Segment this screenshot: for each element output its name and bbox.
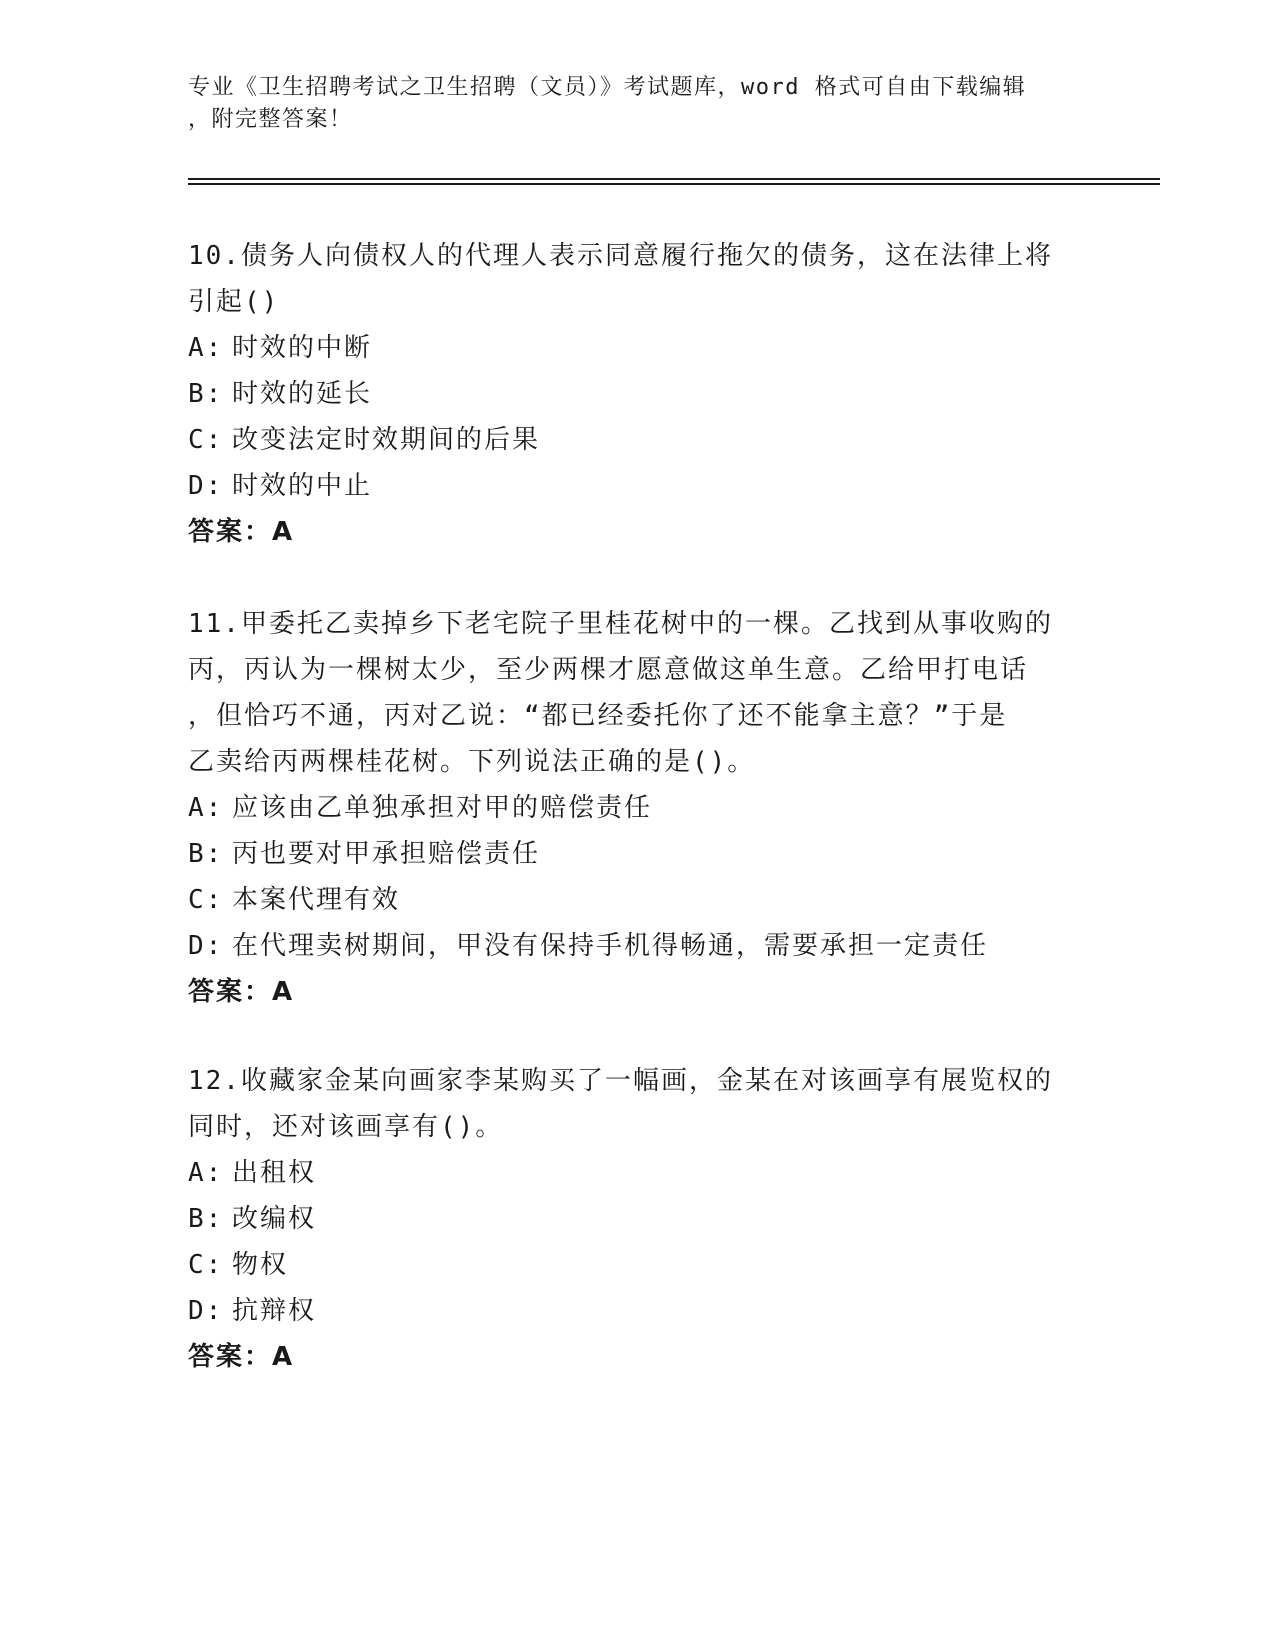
- header-divider-top: [188, 178, 1160, 180]
- option-text: 丙也要对甲承担赔偿责任: [232, 839, 541, 869]
- option-key: B:: [188, 839, 224, 869]
- option-text: 改编权: [232, 1204, 317, 1234]
- answer-line: 答案：A: [188, 977, 295, 1007]
- question-text-line: 10.债务人向债权人的代理人表示同意履行拖欠的债务，这在法律上将: [188, 241, 1053, 271]
- option-text: 出租权: [232, 1158, 317, 1188]
- header-divider-bottom: [188, 183, 1160, 185]
- option-text: 在代理卖树期间，甲没有保持手机得畅通，需要承担一定责任: [232, 931, 989, 961]
- option-text: 物权: [232, 1250, 289, 1280]
- option-c: [188, 877, 1088, 923]
- question-text-line: 11.甲委托乙卖掉乡下老宅院子里桂花树中的一棵。乙找到从事收购的: [188, 609, 1053, 639]
- question-12: [188, 1058, 1088, 1380]
- header-line-1: 专业《卫生招聘考试之卫生招聘（文员）》考试题库，word 格式可自由下载编辑: [188, 75, 1027, 100]
- header-line-2: ，附完整答案！: [188, 107, 353, 132]
- question-text-line: 引起(): [188, 287, 280, 317]
- question-text-line: 乙卖给丙两棵桂花树。下列说法正确的是()。: [188, 747, 756, 777]
- option-key: C:: [188, 1250, 224, 1280]
- option-b: [188, 371, 1088, 417]
- option-a: [188, 325, 1088, 371]
- question-10: [188, 233, 1088, 555]
- option-key: D:: [188, 471, 224, 501]
- option-c: [188, 1242, 1088, 1288]
- option-key: B:: [188, 1204, 224, 1234]
- question-text-line: ，但恰巧不通，丙对乙说：“都已经委托你了还不能拿主意？”于是: [188, 701, 1008, 731]
- option-text: 抗辩权: [232, 1296, 317, 1326]
- option-text: 本案代理有效: [232, 885, 401, 915]
- option-b: [188, 1196, 1088, 1242]
- option-a: [188, 1150, 1088, 1196]
- option-key: B:: [188, 379, 224, 409]
- option-key: A:: [188, 793, 224, 823]
- question-text-line: 丙，丙认为一棵树太少，至少两棵才愿意做这单生意。乙给甲打电话: [188, 655, 1029, 685]
- option-text: 时效的延长: [232, 379, 373, 409]
- option-d: [188, 463, 1088, 509]
- option-text: 应该由乙单独承担对甲的赔偿责任: [232, 793, 653, 823]
- question-text-line: 12.收藏家金某向画家李某购买了一幅画，金某在对该画享有展览权的: [188, 1066, 1053, 1096]
- option-key: C:: [188, 425, 224, 455]
- option-b: [188, 831, 1088, 877]
- document-header: [188, 72, 1108, 136]
- option-text: 改变法定时效期间的后果: [232, 425, 541, 455]
- option-d: [188, 1288, 1088, 1334]
- answer-line: 答案：A: [188, 1342, 295, 1372]
- option-key: D:: [188, 1296, 224, 1326]
- option-c: [188, 417, 1088, 463]
- option-d: [188, 923, 1088, 969]
- option-a: [188, 785, 1088, 831]
- question-11: [188, 601, 1088, 1015]
- answer-line: 答案：A: [188, 517, 295, 547]
- option-key: A:: [188, 333, 224, 363]
- option-key: A:: [188, 1158, 224, 1188]
- option-text: 时效的中止: [232, 471, 373, 501]
- question-text-line: 同时，还对该画享有()。: [188, 1112, 504, 1142]
- option-text: 时效的中断: [232, 333, 373, 363]
- option-key: D:: [188, 931, 224, 961]
- option-key: C:: [188, 885, 224, 915]
